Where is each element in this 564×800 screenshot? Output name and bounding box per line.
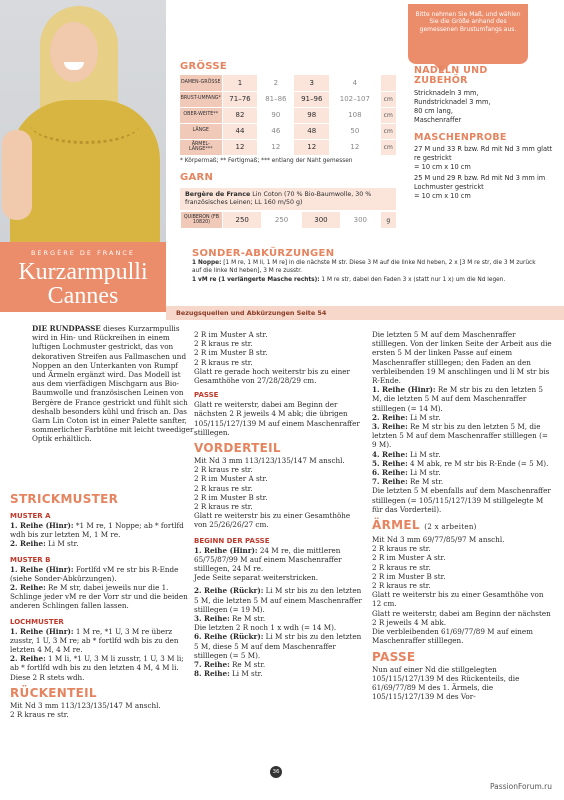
column-1: STRICKMUSTER MUSTER A 1. Reihe (Hinr): *1 M re, 1 Noppe; ab * fortlfd wdh bis zur letzten M, 1 M re. 2. Reihe: Li M str. MUSTER B 1. Reihe (Hinr): Fortlfd vM re str bis R-Ende (siehe Sonder-Abkürzungen). 2. Reihe: Re M str, dabei jeweils nur die 1. Schlinge jeder vM re der Vorr str und die beiden anderen Schlingen fallen lassen. LOCHMUSTER 1. Reihe (Hinr): 1 M re, *1 U, 3 M re überz zusstr, 1 U, 3 M re; ab * fortlfd wdh bis zu den letzten 4 M, 4 M re. 2. Reihe: 1 M li, *1 U, 3 M li zusstr, 1 U, 3 M li; ab * fortlfd wdh bis zu den letzten 4 M, 4 M li. Diese 2 R stets wdh. RÜCKENTEIL Mit Nd 3 mm 113/123/135/147 M anschl. 2 R kraus re str.	[10, 492, 188, 720]
watermark: PassionForum.ru	[489, 782, 552, 791]
yarn-description: Bergère de France Lin Coton (70 % Bio-Baumwolle, 30 % französisches Leinen; LL 160 m/50 g)	[180, 188, 396, 210]
pattern-title: Kurzarmpulli Cannes	[18, 259, 148, 309]
needles-title: NADELN UND ZUBEHÖR	[414, 65, 488, 86]
column-2: 2 R im Muster A str. 2 R kraus re str. 2 R im Muster B str. 2 R kraus re str. Glatt re gerade hoch weiterstr bis zu einer Gesamthöhe von 27/28/28/29 cm. PASSE Glatt re weiterstr, dabei am Beginn der nächsten 2 R jeweils 4 M abk; die übrigen 105/115/127/139 M auf einem Maschenraffer stilllegen. VORDERTEIL Mit Nd 3 mm 113/123/135/147 M anschl. 2 R kraus re str. 2 R im Muster A str. 2 R kraus re str. 2 R im Muster B str. 2 R kraus re str. Glatt re weiterstr bis zu einer Gesamthöhe von 25/26/26/27 cm. BEGINN DER PASSE 1. Reihe (Hinr): 24 M re, die mittleren 65/75/87/99 M auf einem Maschenraffer stilllegen, 24 M re. Jede Seite separat weiterstricken. 2. Reihe (Rückr): Li M str bis zu den letzten 5 M, die letzten 5 M auf einem Maschenraffer stilllegen (= 19 M). 3. Reihe: Re M str. Die letzten 2 R noch 1 x wdh (= 14 M). 6. Reihe (Rückr): Li M str bis zu den letzten 5 M, diese 5 M auf dem Maschenraffer stilllegen (= 5 M). 7. Reihe: Re M str. 8. Reihe: Li M str.	[194, 330, 362, 679]
materials-panel: NADELN UND ZUBEHÖR Stricknadeln 3 mm, Rundstricknadel 3 mm, 80 cm lang, Maschenraffer MASCHENPROBE 27 M und 33 R bzw. Rd mit Nd 3 mm glatt re gestrickt = 10 cm x 10 cm 25 M und 29 R bzw. Rd mit Nd 3 mm im Lochmuster gestrickt = 10 cm x 10 cm	[414, 65, 553, 200]
yarn-title: GARN	[180, 172, 214, 183]
size-row: OBER-WEITE** 82 90 98 108 cm	[180, 107, 396, 123]
page-number: 36	[270, 766, 282, 778]
gauge-title: MASCHENPROBE	[414, 132, 507, 143]
size-row: BRUST-UMFANG* 71–76 81–86 91–96 102–107 cm	[180, 91, 396, 107]
size-note: Bitte nehmen Sie Maß, und wählen Sie die Größe anhand des gemessenen Brustumfangs aus.	[408, 4, 528, 64]
column-3: Die letzten 5 M auf dem Maschenraffer stilllegen. Von der linken Seite der Arbeit aus die ersten 5 M der linken Passe auf einem Maschenraffer stilllegen; den Faden an den verbleibenden 19 M anschlingen und li M str bis R-Ende. 1. Reihe (Hinr): Re M str bis zu den letzten 5 M, die letzten 5 M auf dem Maschenraffer stilllegen (= 14 M). 2. Reihe: Li M str. 3. Reihe: Re M str bis zu den letzten 5 M, die letzten 5 M auf dem Maschenraffer stilllegen (= 9 M). 4. Reihe: Li M str. 5. Reihe: 4 M abk, re M str bis R-Ende (= 5 M). 6. Reihe: Li M str. 7. Reihe: Re M str. Die letzten 5 M ebenfalls auf dem Maschenraffer stilllegen (= 105/115/127/139 M stillgelegte M für das Vorderteil). ÄRMEL (2 x arbeiten) Mit Nd 3 mm 69/77/85/97 M anschl. 2 R kraus re str. 2 R im Muster A str. 2 R kraus re str. 2 R im Muster B str. 2 R kraus re str. Glatt re weiterstr bis zu einer Gesamthöhe von 12 cm. Glatt re weiterstr, dabei am Beginn der nächsten 2 R jeweils 4 M abk. Die verbleibenden 61/69/77/89 M auf einem Maschenraffer stilllegen. PASSE Nun auf einer Nd die stillgelegten 105/115/127/139 M des Rückenteils, die 61/69/77/89 M des 1. Ärmels, die 105/115/127/139 M des Vor-	[372, 330, 552, 702]
yarn-table: QUIBERON (FB 10820) 250 250 300 300 g	[180, 212, 396, 228]
sources-bar: Bezugsquellen und Abkürzungen Seite 54	[166, 306, 564, 320]
size-footnote: * Körpermaß; ** Fertigmaß; *** entlang der Naht gemessen	[180, 158, 353, 164]
size-row: LÄNGE 44 46 48 50 cm	[180, 123, 396, 139]
needles-text: Stricknadeln 3 mm, Rundstricknadel 3 mm, 80 cm lang, Maschenraffer	[414, 89, 491, 124]
size-row: ÄRMEL-LÄNGE*** 12 12 12 12 cm	[180, 139, 396, 155]
intro-text: DIE RUNDPASSE dieses Kurzarmpullis wird in Hin- und Rückreihen in einem luftigen Lochmuster gestrickt, das von dekorativen Streifen aus Fallmaschen und Noppen an den Unterkanten von Rumpf und Ärmeln ergänzt wird. Das Modell ist aus dem vierfädigen Mischgarn aus Bio-Baumwolle und französischen Leinen von Bergère de France gestrickt und fühlt sich deshalb besonders kühl und frisch an. Das Garn Lin Coton ist in einer Palette sanfter, sommerlicher Farbtöne mit leicht tweediger Optik erhältlich.	[32, 324, 194, 444]
size-title: GRÖSSE	[180, 61, 227, 72]
brand-name: BERGÈRE DE FRANCE	[30, 249, 136, 257]
model-photo	[0, 0, 166, 242]
size-table	[180, 75, 396, 156]
title-panel	[0, 242, 166, 312]
special-abbreviations: SONDER-ABKÜRZUNGEN 1 Noppe: [1 M re, 1 M li, 1 M re] in die nächste M str. Diese 3 M auf die linke Nd heben, 2 x [3 M re str, die 3 M zurück auf die linke Nd heben], 3 M re zusstr. 1 vM re (1 verlängerte Masche rechts): 1 M re str, dabei den Faden 3 x (statt nur 1 x) um die Nd legen.	[192, 248, 536, 283]
size-row: DAMEN-GRÖSSE 1 2 3 4	[180, 75, 396, 91]
